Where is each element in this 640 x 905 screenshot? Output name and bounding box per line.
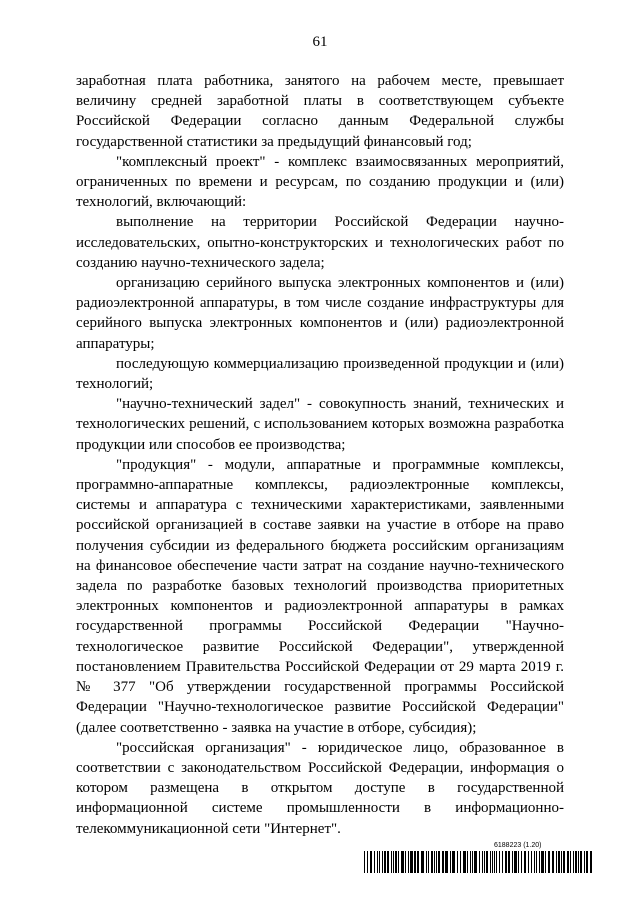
document-body [76,71,564,839]
document-code: 6188223 (1.20) [494,842,542,849]
barcode-image [364,851,594,873]
paragraph-complex-project: "комплексный проект" - комплекс взаимосвязанных мероприятий, ограниченных по времени и ресурсам, по созданию продукции и (или) технологий, включающий: [76,153,564,211]
paragraph-serial-production: организацию серийного выпуска электронных компонентов и (или) радиоэлектронной аппаратуры, в том числе создание инфраструктуры для серийного выпуска электронных компонентов и (или) радиоэлектронной аппаратуры; [76,275,564,352]
page-number: 61 [312,34,328,50]
paragraph-rd-works: выполнение на территории Российской Федерации научно-исследовательских, опытно-конструкторских и технологических работ по созданию научно-технического задела; [76,214,564,271]
paragraph-wage-condition: заработная плата работника, занятого на рабочем месте, превышает величину средней заработной платы в соответствующем субъекте Российской Федерации согласно данным Федеральной службы государственной статистики за предыдущий финансовый год; [76,73,564,150]
paragraph-russian-organization: "российская организация" - юридическое лицо, образованное в соответствии с законодательством Российской Федерации, информация о котором размещена в открытом доступе в государственной информационной системе промышленности в информационно-телекоммуникационной сети "Интернет". [76,739,564,837]
paragraph-commercialization: последующую коммерциализацию произведенной продукции и (или) технологий; [76,355,564,393]
paragraph-scientific-backlog: "научно-технический задел" - совокупность знаний, технических и технологических решений, с использованием которых возможна разработка продукции или способов ее производства; [76,396,564,453]
paragraph-products-definition: "продукция" - модули, аппаратные и программные комплексы, программно-аппаратные комплексы, радиоэлектронные комплексы, системы и аппаратура с техническими характеристиками, заявленными российской организацией в составе заявки на участие в отборе на право получения субсидии из федерального бюджета российским организациям на финансовое обеспечение части затрат на создание научно-технического задела по разработке базовых технологий производства приоритетных электронных компонентов и радиоэлектронной аппаратуры в рамках государственной программы Российской Федерации "Научно-технологическое развитие Российской Федерации", утвержденной постановлением Правительства Российской Федерации от 29 марта 2019 г. № 377 "Об утверждении государственной программы Российской Федерации "Научно-технологическое развитие Российской Федерации" (далее соответственно - заявка на участие в отборе, субсидия); [76,456,564,736]
